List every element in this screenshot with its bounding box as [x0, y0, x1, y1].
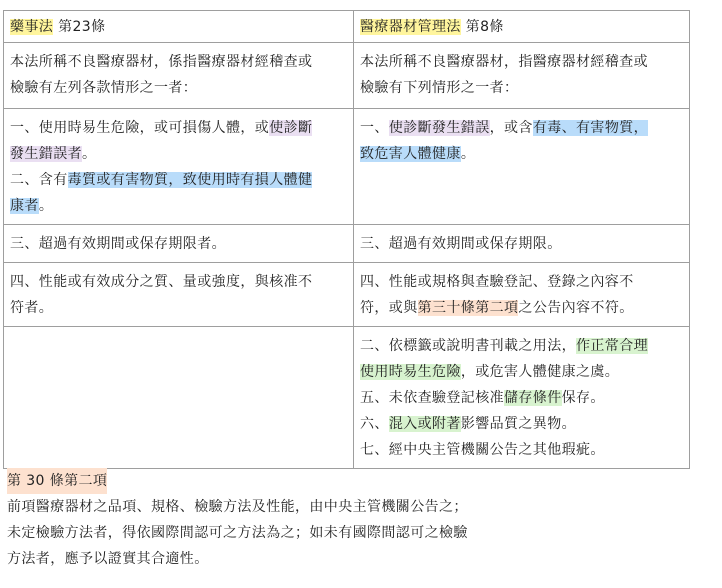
cell-line [360, 359, 684, 385]
article-number: 第23條 [58, 19, 106, 35]
cell-line [10, 167, 348, 193]
table-row [4, 225, 690, 263]
highlighted-text: 致危害人體健康 [360, 146, 461, 162]
highlighted-text: 康者 [10, 198, 39, 214]
text-segment: 五、未依查驗登記核准 [360, 390, 504, 406]
cell-line: 本法所稱不良醫療器材，係指醫療器材經稽查或 [10, 54, 313, 70]
highlighted-text: 發生錯誤者 [10, 146, 82, 162]
table-cell [4, 109, 354, 225]
law-name-medical-devices: 醫療器材管理法 [360, 19, 461, 35]
text-segment: 。 [38, 198, 54, 214]
table-cell [4, 43, 354, 109]
law-name-pharmaceutical: 藥事法 [10, 19, 54, 35]
cell-line: 三、超過有效期間或保存期限者。 [10, 236, 226, 252]
table-cell [354, 109, 690, 225]
header-cell-pharmaceutical-affairs-act [4, 11, 354, 43]
cell-line [360, 141, 684, 167]
table-cell [354, 327, 690, 469]
comparison-table-wrapper [3, 10, 690, 469]
highlighted-text: 毒質或有害物質，致使用時有損人體健 [67, 172, 313, 188]
text-segment: ，或含 [489, 120, 533, 136]
table-cell [4, 263, 354, 327]
table-row [4, 43, 690, 109]
text-segment: 一、使用時易生危險，或可損傷人體，或 [10, 120, 270, 136]
cell-line: 檢驗有下列情形之一者： [360, 80, 519, 96]
note-line: 未定檢驗方法者，得依國際間認可之方法為之；如未有國際間認可之檢驗 [7, 525, 468, 541]
cell-line [360, 385, 684, 411]
highlighted-text: 有毒、有害物質， [532, 120, 649, 136]
header-cell-medical-devices-act [354, 11, 690, 43]
text-segment: 保存。 [561, 390, 605, 406]
text-segment: 二、依標籤或說明書刊載之用法， [360, 338, 576, 354]
cell-line: 檢驗有左列各款情形之一者： [10, 80, 198, 96]
text-segment: 。 [460, 146, 476, 162]
cell-line: 七、經中央主管機關公告之其他瑕疵。 [360, 442, 605, 458]
table-cell [4, 225, 354, 263]
cell-line [10, 141, 348, 167]
cell-line [10, 193, 348, 219]
table-cell-empty [4, 327, 354, 469]
cell-line [10, 115, 348, 141]
highlighted-text: 作正常合理 [576, 338, 648, 354]
cell-line [360, 411, 684, 437]
cell-line: 符者。 [10, 300, 54, 316]
text-segment: 六、 [360, 416, 389, 432]
note-title: 第 30 條第二項 [7, 468, 107, 494]
table-row [4, 263, 690, 327]
cell-line: 三、超過有效期間或保存期限。 [360, 236, 562, 252]
table-row [4, 109, 690, 225]
table-cell [354, 263, 690, 327]
note-line: 前項醫療器材之品項、規格、檢驗方法及性能，由中央主管機關公告之； [7, 499, 468, 515]
text-segment: 一、 [360, 120, 389, 136]
cell-line [360, 333, 684, 359]
article-30-note [7, 468, 468, 572]
table-header-row [4, 11, 690, 43]
text-segment: 二、含有 [10, 172, 68, 188]
text-segment: 。 [82, 146, 97, 162]
note-line: 方法者，應予以證實其合適性。 [7, 551, 209, 567]
cell-line: 本法所稱不良醫療器材，指醫療器材經稽查或 [360, 54, 648, 70]
highlighted-text: 第三十條第二項 [417, 300, 519, 316]
cell-line: 四、性能或有效成分之質、量或強度，與核准不 [10, 274, 313, 290]
text-segment: 符，或與 [360, 300, 418, 316]
cell-line [360, 115, 684, 141]
highlighted-text: 使診斷發生錯誤 [388, 120, 490, 136]
cell-line: 四、性能或規格與查驗登記、登錄之內容不 [360, 274, 634, 290]
highlighted-text: 使診斷 [269, 120, 313, 136]
table-row [4, 327, 690, 469]
text-segment: ，或危害人體健康之虞。 [460, 364, 620, 380]
cell-line [360, 295, 684, 321]
text-segment: 影響品質之異物。 [460, 416, 577, 432]
law-comparison-table [3, 10, 690, 469]
highlighted-text: 混入或附著 [388, 416, 461, 432]
highlighted-text: 儲存條件 [504, 390, 562, 406]
table-cell [354, 43, 690, 109]
table-cell [354, 225, 690, 263]
highlighted-text: 使用時易生危險 [360, 364, 461, 380]
article-number: 第8條 [465, 19, 504, 35]
text-segment: 之公告內容不符。 [518, 300, 634, 316]
